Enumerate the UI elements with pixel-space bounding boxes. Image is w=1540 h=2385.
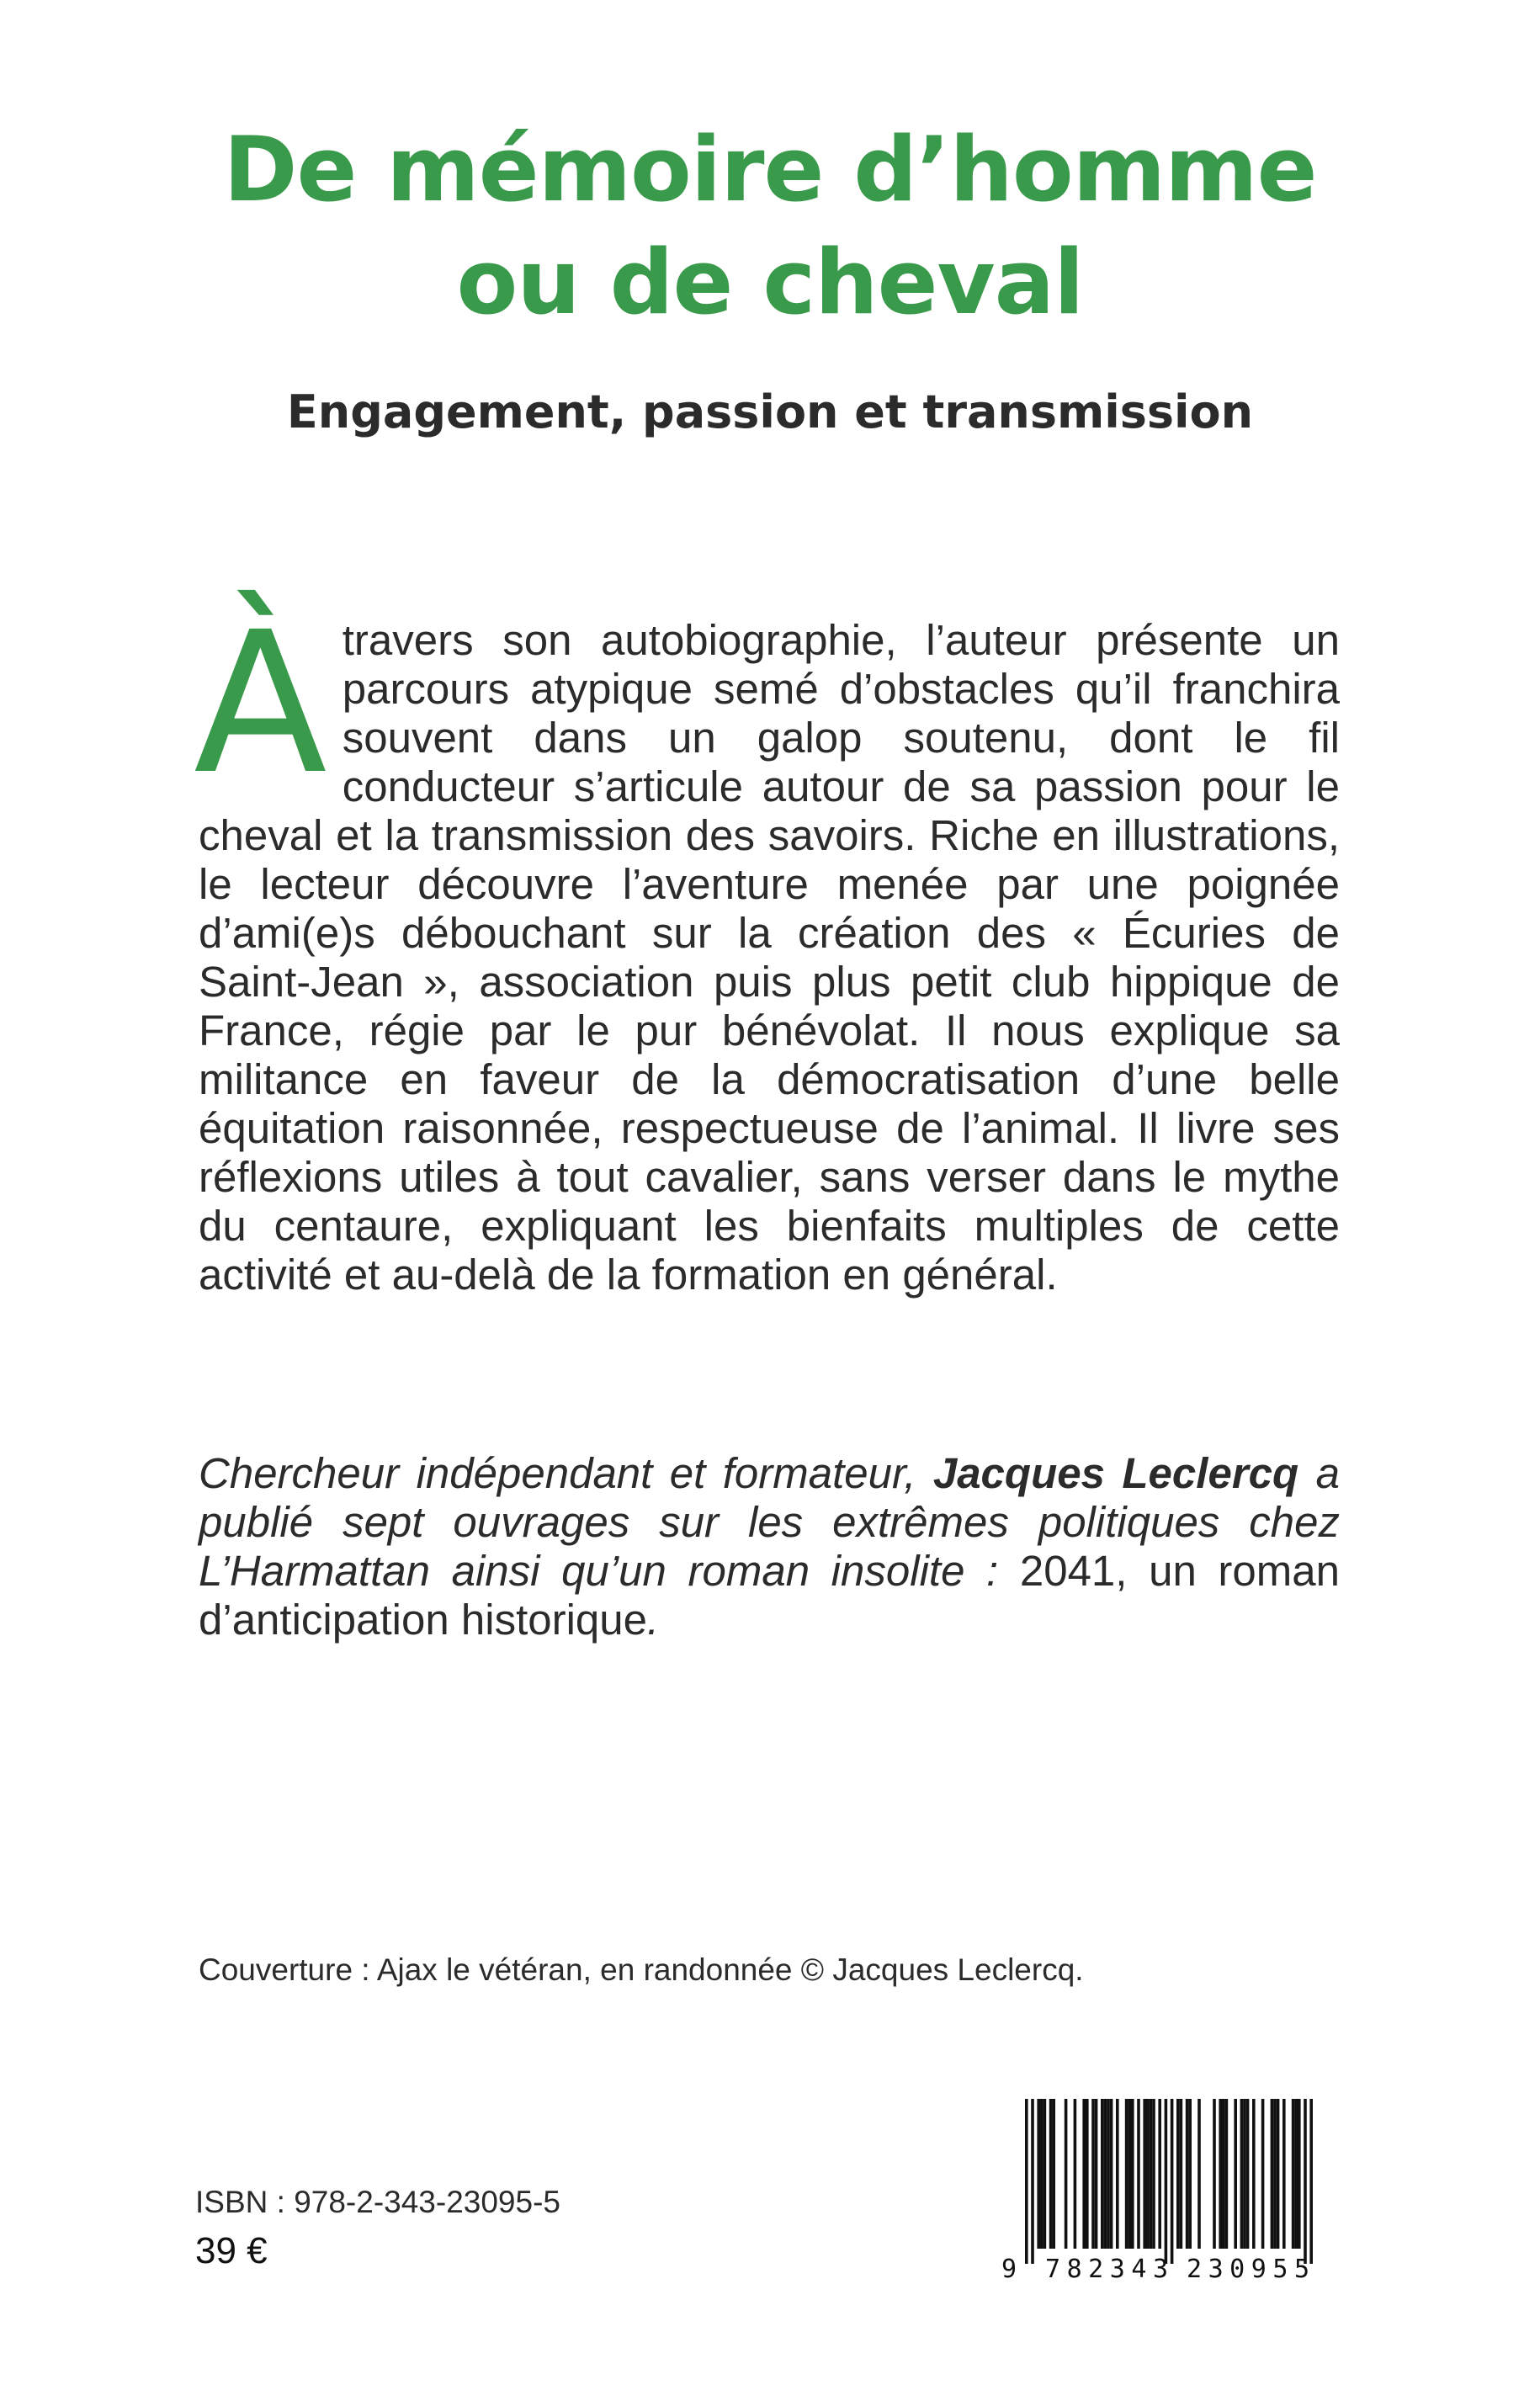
- barcode-bar: [1116, 2099, 1119, 2249]
- barcode-bar: [1261, 2099, 1265, 2249]
- barcode-bar: [1082, 2099, 1086, 2249]
- barcode-bar: [1234, 2099, 1237, 2249]
- bio-intro: Chercheur indépendant et formateur,: [199, 1449, 933, 1497]
- barcode-bar: [1037, 2099, 1040, 2249]
- barcode-bar: [1304, 2099, 1307, 2264]
- cover-credit: Couverture : Ajax le vétéran, en randonnée © Jacques Leclercq.: [199, 1952, 1084, 1987]
- barcode-bar: [1243, 2099, 1246, 2249]
- title-line-2: ou de cheval: [456, 231, 1084, 334]
- book-subtitle: Engagement, passion et transmission: [286, 385, 1254, 438]
- barcode-first-digit: 9: [1001, 2255, 1017, 2284]
- barcode-bar: [1197, 2099, 1201, 2249]
- barcode-bar: [1091, 2099, 1095, 2249]
- ean-barcode: [1001, 2097, 1338, 2284]
- price: 39 €: [195, 2230, 268, 2271]
- barcode-bar: [1252, 2099, 1256, 2249]
- bio-body: a publié sept ouvrages sur les extrêmes politiques chez L’Harmattan ainsi qu’un roman insolite :: [199, 1449, 1340, 1595]
- barcode-bar: [1031, 2099, 1034, 2264]
- barcode-bar: [1186, 2099, 1189, 2249]
- barcode-bar: [1171, 2099, 1174, 2264]
- barcode-bar: [1225, 2099, 1229, 2249]
- barcode-bar: [1213, 2099, 1216, 2249]
- barcode-bar: [1125, 2099, 1128, 2249]
- barcode-bar: [1222, 2099, 1225, 2249]
- barcode-bar: [1180, 2099, 1183, 2249]
- barcode-bar: [1065, 2099, 1068, 2249]
- barcode-bar: [1219, 2099, 1222, 2249]
- barcode-bar: [1298, 2099, 1301, 2249]
- summary-text: travers son autobiographie, l’auteur présente un parcours atypique semé d’obstacles qu’il franchira souvent dans un galop soutenu, dont le fil conducteur s’articule autour de sa passion pour le cheval et la transmission des savoirs. Riche en illustrations, le lecteur découvre l’aventure menée par une poignée d’ami(e)s débouchant sur la création des « Écuries de Saint-Jean », association puis plus petit club hippique de France, régie par le pur bénévolat. Il nous explique sa militance en faveur de la démocratisation d’une belle équitation raisonnée, respectueuse de l’animal. Il livre ses réflexions utiles à tout cavalier, sans verser dans le mythe du centaure, expliquant les bienfaits multiples de cette activité et au-delà de la formation en général.: [199, 616, 1340, 1299]
- barcode-bar: [1282, 2099, 1286, 2249]
- barcode-bar: [1273, 2099, 1277, 2249]
- barcode-bar: [1292, 2099, 1295, 2249]
- barcode-bar: [1128, 2099, 1131, 2249]
- barcode-bar: [1240, 2099, 1244, 2249]
- title-line-1: De mémoire d’homme: [223, 118, 1317, 221]
- drop-cap: À: [194, 590, 327, 817]
- barcode-bar: [1101, 2099, 1104, 2249]
- barcode-left-digits: 782343: [1045, 2255, 1168, 2284]
- barcode-bar: [1188, 2099, 1192, 2249]
- barcode-bar: [1165, 2099, 1168, 2264]
- barcode-bar: [1052, 2099, 1055, 2249]
- barcode-bar: [1049, 2099, 1053, 2249]
- barcode-bar: [1025, 2099, 1028, 2264]
- barcode-bar: [1095, 2099, 1098, 2249]
- barcode-bar: [1271, 2099, 1274, 2249]
- barcode-bar: [1277, 2099, 1280, 2249]
- barcode-bar: [1137, 2099, 1140, 2249]
- barcode-bar: [1309, 2099, 1313, 2264]
- barcode-bar: [1110, 2099, 1113, 2249]
- barcode-bar: [1176, 2099, 1180, 2249]
- isbn: ISBN : 978-2-343-23095-5: [195, 2185, 560, 2219]
- barcode-bars: [1025, 2099, 1313, 2264]
- bio-end: .: [647, 1596, 660, 1644]
- author-bio: [199, 1449, 1340, 1644]
- barcode-bar: [1043, 2099, 1047, 2249]
- barcode-bar: [1104, 2099, 1107, 2249]
- barcode-graphic: [1001, 2097, 1338, 2284]
- barcode-bar: [1131, 2099, 1134, 2249]
- book-title: [0, 114, 1540, 339]
- barcode-bar: [1152, 2099, 1155, 2249]
- summary-paragraph: [194, 590, 1340, 1299]
- barcode-right-digits: 230955: [1187, 2255, 1309, 2284]
- bio-book-title: 2041, un roman d’anticipation historique: [199, 1547, 1340, 1644]
- barcode-bar: [1074, 2099, 1077, 2249]
- barcode-bar: [1146, 2099, 1150, 2249]
- barcode-bar: [1107, 2099, 1110, 2249]
- barcode-bar: [1294, 2099, 1298, 2249]
- back-cover-summary: [194, 590, 1340, 1299]
- author-name: Jacques Leclercq: [932, 1449, 1299, 1497]
- barcode-bar: [1246, 2099, 1250, 2249]
- barcode-bar: [1086, 2099, 1089, 2249]
- barcode-bar: [1150, 2099, 1153, 2249]
- barcode-bar: [1158, 2099, 1161, 2249]
- barcode-bar: [1040, 2099, 1043, 2249]
- barcode-bar: [1143, 2099, 1146, 2249]
